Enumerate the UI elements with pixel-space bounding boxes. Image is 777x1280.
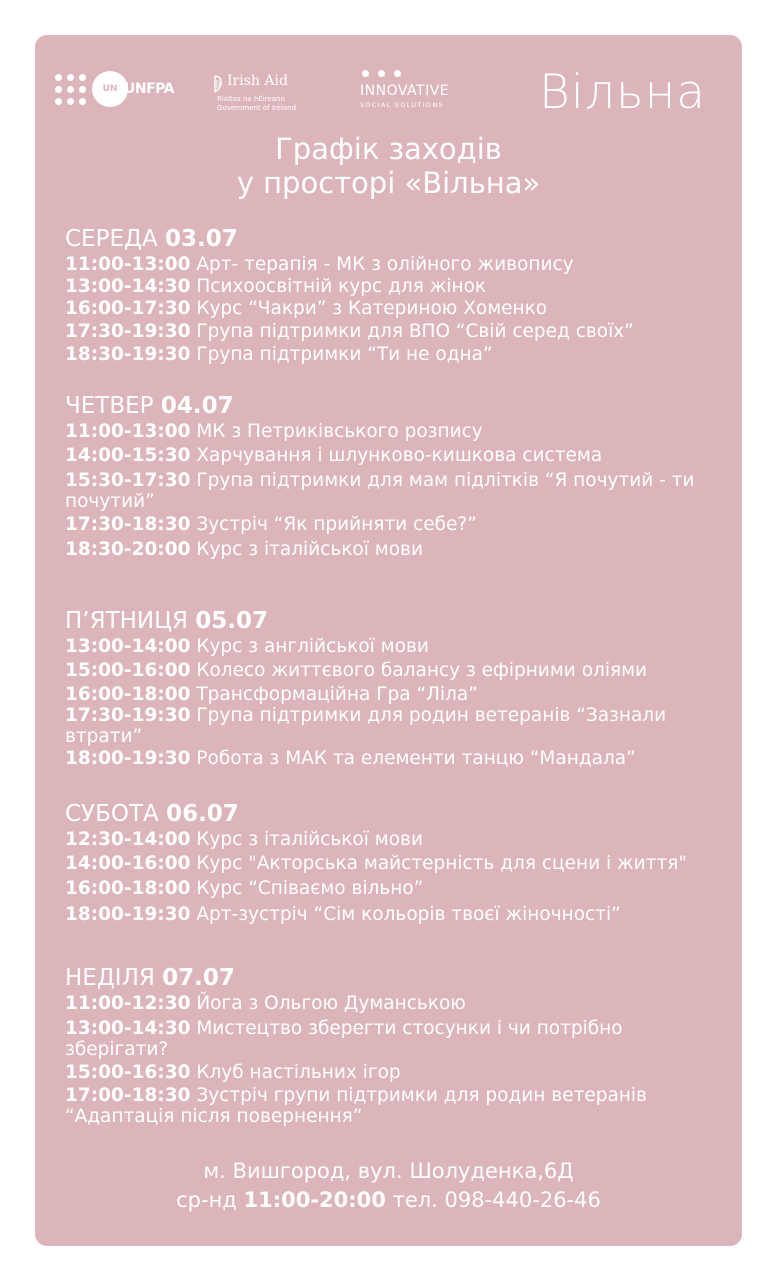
day-heading xyxy=(65,800,687,828)
event-item xyxy=(65,1085,647,1127)
event-item xyxy=(65,853,687,874)
event-item xyxy=(65,1062,647,1083)
footer-days: ср-нд xyxy=(176,1188,237,1212)
event-time: 13:00-14:30 xyxy=(65,1018,191,1039)
event-time: 13:00-14:00 xyxy=(65,636,191,657)
event-title-continued: зберігати? xyxy=(65,1039,169,1060)
event-title: Арт- терапія - МК з олійного живопису xyxy=(196,254,574,275)
event-item xyxy=(65,321,634,342)
event-title: Колесо життєвого балансу з ефірними оліями xyxy=(196,660,648,681)
day-name: СУБОТА xyxy=(65,801,159,827)
event-item xyxy=(65,421,695,442)
event-title-continued: “Адаптація після повернення” xyxy=(65,1106,363,1127)
event-title: Йога з Ольгою Думанською xyxy=(196,993,466,1014)
event-title: Клуб настільних ігор xyxy=(196,1062,401,1083)
event-time: 15:00-16:30 xyxy=(65,1062,191,1083)
day-block-wednesday xyxy=(65,225,634,365)
event-title: Курс “Співаємо вільно” xyxy=(196,878,424,899)
footer-address: м. Вишгород, вул. Шолуденка,6Д xyxy=(203,1159,574,1183)
footer-info xyxy=(35,1157,742,1215)
event-title: Група підтримки для ВПО “Свій серед своїх” xyxy=(196,321,634,342)
event-time: 16:00-18:00 xyxy=(65,684,191,705)
irish-aid-sub-irish: Rialtas na hÉireann xyxy=(217,95,285,103)
event-item xyxy=(65,878,687,899)
innovative-name: INNOVATIVE xyxy=(360,83,450,99)
irish-aid-name: Irish Aid xyxy=(227,73,288,89)
event-item xyxy=(65,514,695,535)
event-title: Курс “Чакри” з Катериною Хоменко xyxy=(196,298,548,319)
event-title: Група підтримки для родин ветеранів “Зазнали xyxy=(196,705,667,726)
day-date: 03.07 xyxy=(165,226,238,252)
event-time: 17:30-18:30 xyxy=(65,514,191,535)
event-time: 16:00-18:00 xyxy=(65,878,191,899)
unfpa-logo-text: UNFPA xyxy=(124,81,174,97)
day-heading xyxy=(65,225,634,253)
event-title: Група підтримки для мам підлітків “Я почутий - ти xyxy=(196,470,695,491)
day-heading xyxy=(65,607,666,635)
event-time: 16:00-17:30 xyxy=(65,298,191,319)
event-title: Арт-зустріч “Сім кольорів твоєї жіночності” xyxy=(196,904,621,925)
day-date: 05.07 xyxy=(195,608,269,634)
event-item xyxy=(65,254,634,275)
event-time: 17:00-18:30 xyxy=(65,1085,191,1106)
event-item xyxy=(65,636,666,657)
unfpa-logo xyxy=(55,71,174,107)
poster-card xyxy=(35,35,742,1246)
day-name: СЕРЕДА xyxy=(65,226,158,252)
harp-icon xyxy=(213,75,223,93)
day-name: НЕДІЛЯ xyxy=(65,965,155,991)
day-name: П’ЯТНИЦЯ xyxy=(65,608,188,634)
un-emblem-icon: UN xyxy=(92,71,128,107)
title-line-1: Графік заходів xyxy=(275,132,502,166)
event-item xyxy=(65,829,687,850)
day-heading xyxy=(65,392,695,420)
event-item xyxy=(65,276,634,297)
day-date: 06.07 xyxy=(166,801,239,827)
innovative-dots-icon xyxy=(362,70,480,77)
day-block-saturday xyxy=(65,800,687,925)
event-time: 15:00-16:00 xyxy=(65,660,191,681)
event-time: 11:00-12:30 xyxy=(65,993,191,1014)
event-title-continued: почутий” xyxy=(65,491,155,512)
day-date: 07.07 xyxy=(162,965,235,991)
event-time: 18:00-19:30 xyxy=(65,748,191,769)
innovative-logo xyxy=(360,70,480,109)
footer-phone: тел. 098-440-26-46 xyxy=(392,1188,601,1212)
event-title: Курс з італійської мови xyxy=(196,539,423,560)
event-time: 14:00-16:00 xyxy=(65,853,191,874)
event-time: 13:00-14:30 xyxy=(65,276,191,297)
day-block-friday xyxy=(65,607,666,769)
event-time: 18:00-19:30 xyxy=(65,904,191,925)
event-item xyxy=(65,539,695,560)
event-title: Харчування і шлунково-кишкова система xyxy=(196,445,603,466)
day-name: ЧЕТВЕР xyxy=(65,393,154,419)
event-time: 15:30-17:30 xyxy=(65,470,191,491)
event-title: МК з Петриківського розпису xyxy=(196,421,483,442)
event-item xyxy=(65,993,647,1014)
event-title: Робота з МАК та елементи танцю “Мандала” xyxy=(196,748,636,769)
event-item xyxy=(65,684,666,705)
event-title: Мистецтво зберегти стосунки і чи потрібно xyxy=(196,1018,623,1039)
event-item xyxy=(65,904,687,925)
day-date: 04.07 xyxy=(160,393,234,419)
event-time: 17:30-19:30 xyxy=(65,705,191,726)
event-title: Курс з італійської мови xyxy=(196,829,423,850)
brand-logo-text: Вільна xyxy=(539,65,707,120)
event-time: 12:30-14:00 xyxy=(65,829,191,850)
event-time: 18:30-19:30 xyxy=(65,344,191,365)
day-block-thursday xyxy=(65,392,695,560)
event-time: 18:30-20:00 xyxy=(65,539,191,560)
title-line-2: у просторі «Вільна» xyxy=(236,166,541,200)
unfpa-dots-icon xyxy=(55,74,86,105)
page-title xyxy=(35,132,742,200)
innovative-sub: SOCIAL SOLUTIONS xyxy=(360,101,444,109)
event-item xyxy=(65,1018,647,1060)
event-item xyxy=(65,748,666,769)
event-title-continued: втрати” xyxy=(65,726,143,747)
event-item xyxy=(65,445,695,466)
event-title: Зустріч “Як прийняти себе?” xyxy=(196,514,477,535)
day-block-sunday xyxy=(65,964,647,1127)
event-title: Група підтримки “Ти не одна” xyxy=(196,344,493,365)
event-title: Курс "Акторська майстерність для сцени і життя" xyxy=(196,853,687,874)
footer-hours: 11:00-20:00 xyxy=(243,1188,386,1212)
event-time: 17:30-19:30 xyxy=(65,321,191,342)
event-item xyxy=(65,298,634,319)
event-title: Трансформаційна Гра “Ліла” xyxy=(196,684,478,705)
event-title: Курс з англійської мови xyxy=(196,636,429,657)
irish-aid-sub-english: Government of Ireland xyxy=(217,104,297,112)
event-item xyxy=(65,660,666,681)
event-title: Психоосвітній курс для жінок xyxy=(196,276,487,297)
event-time: 14:00-15:30 xyxy=(65,445,191,466)
footer-hours-line xyxy=(35,1186,742,1215)
event-item xyxy=(65,470,695,512)
event-item xyxy=(65,344,634,365)
day-heading xyxy=(65,964,647,992)
event-time: 11:00-13:00 xyxy=(65,421,191,442)
event-time: 11:00-13:00 xyxy=(65,254,191,275)
event-item xyxy=(65,705,666,747)
event-title: Зустріч групи підтримки для родин ветеранів xyxy=(196,1085,647,1106)
